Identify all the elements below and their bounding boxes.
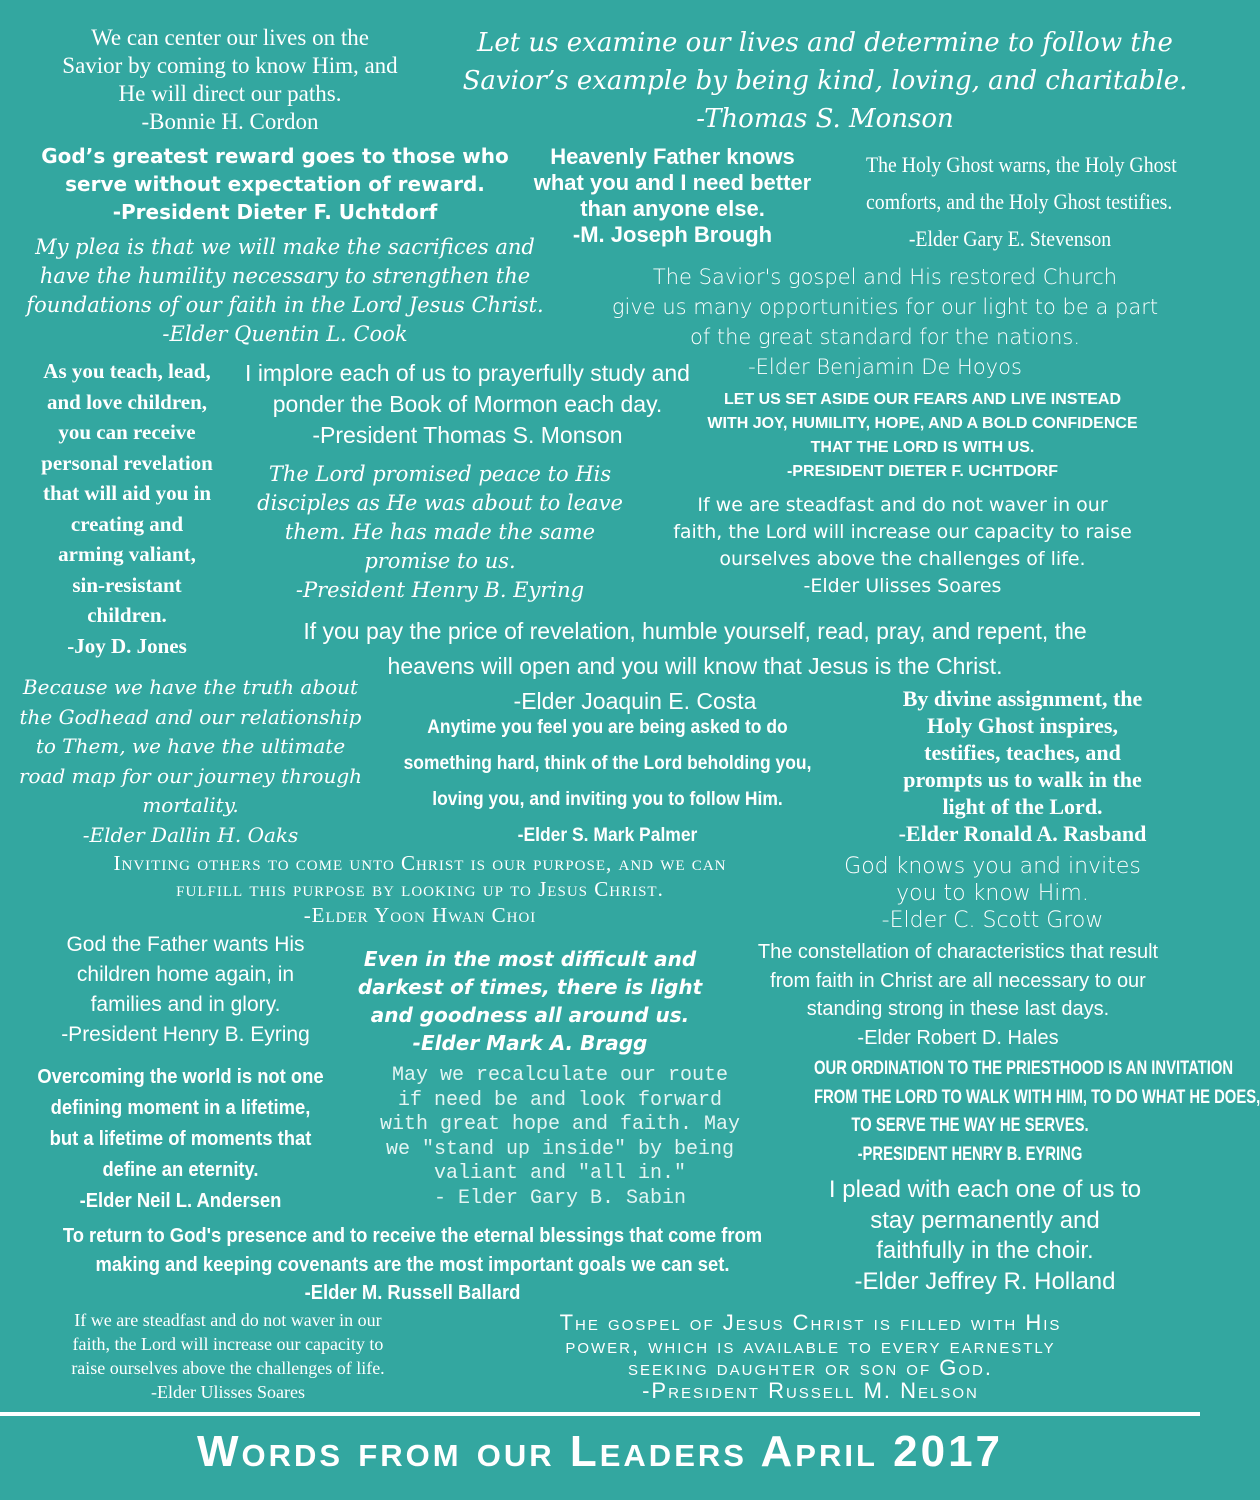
quote-line: heavens will open and you will know that Jesus is the Christ. bbox=[387, 653, 1003, 679]
footer-divider bbox=[0, 1412, 1200, 1416]
quote-line: valiant and "all in." bbox=[433, 1162, 687, 1185]
quote-line: God knows you and invites bbox=[844, 854, 1141, 879]
quote-line: mortality. bbox=[142, 793, 239, 817]
quote-line: Holy Ghost inspires, bbox=[927, 713, 1118, 738]
quote-attribution: -Elder M. Russell Ballard bbox=[304, 1282, 521, 1304]
quote-bonnie-cordon bbox=[30, 24, 430, 136]
quote-line: defining moment in a lifetime, bbox=[50, 1097, 311, 1119]
quote-line: The Savior's gospel and His restored Church bbox=[652, 265, 1118, 289]
quote-line: children home again, in bbox=[76, 963, 295, 986]
quote-line: raise ourselves above the challenges of life. bbox=[71, 1358, 385, 1378]
quote-attribution: -Elder Joaquin E. Costa bbox=[513, 688, 757, 714]
quote-line: I plead with each one of us to bbox=[828, 1176, 1142, 1203]
quote-attribution: -Elder C. Scott Grow bbox=[881, 908, 1104, 933]
quote-line: LET US SET ASIDE OUR FEARS AND LIVE INSTEAD bbox=[723, 391, 1122, 408]
quote-line: God the Father wants His bbox=[66, 933, 305, 956]
quote-line: He will direct our paths. bbox=[118, 81, 342, 106]
quote-line: Let us examine our lives and determine to follow the bbox=[477, 28, 1173, 58]
quote-uchtdorf-fears bbox=[665, 388, 1180, 484]
quote-line: Even in the most difficult and bbox=[363, 947, 697, 971]
quote-yoon-hwan-choi bbox=[20, 850, 820, 928]
quote-line: children. bbox=[87, 603, 167, 627]
quote-line: serve without expectation of reward. bbox=[65, 172, 485, 196]
quote-line: FROM THE LORD TO WALK WITH HIM, TO DO WHAT HE DOES, bbox=[814, 1086, 1260, 1108]
quote-attribution: -President Russell M. Nelson bbox=[642, 1377, 979, 1403]
quote-line: arming valiant, bbox=[58, 542, 196, 566]
quote-gary-stevenson bbox=[866, 146, 1177, 257]
quote-attribution: -Elder Ulisses Soares bbox=[803, 575, 1002, 597]
quote-line: My plea is that we will make the sacrifices and bbox=[35, 235, 535, 259]
quote-line: than anyone else. bbox=[580, 196, 765, 221]
quote-line: you can receive bbox=[58, 420, 196, 444]
quote-attribution: -Elder Gary E. Stevenson bbox=[908, 226, 1112, 251]
quote-attribution: -PRESIDENT DIETER F. UCHTDORF bbox=[786, 463, 1059, 480]
quote-line: to Them, we have the ultimate bbox=[35, 734, 346, 758]
quote-jeffrey-holland bbox=[780, 1175, 1190, 1297]
quote-line: sin-resistant bbox=[72, 572, 182, 597]
quote-attribution: -Elder S. Mark Palmer bbox=[517, 825, 698, 846]
quote-mark-bragg bbox=[350, 945, 710, 1057]
quote-line: May we recalculate our route bbox=[391, 1064, 729, 1087]
quote-line: faith, the Lord will increase our capacity to bbox=[72, 1334, 384, 1354]
quote-thomas-monson-kind bbox=[455, 24, 1195, 138]
quote-line: have the humility necessary to strengthen the bbox=[39, 264, 531, 288]
quote-line: creating and bbox=[70, 511, 184, 536]
quote-line: Overcoming the world is not one bbox=[37, 1066, 324, 1088]
quote-attribution: -Elder Quentin L. Cook bbox=[162, 322, 408, 346]
quote-line: from faith in Christ are all necessary to our bbox=[770, 969, 1146, 992]
quote-line: ponder the Book of Mormon each day. bbox=[272, 391, 663, 417]
quote-gary-sabin bbox=[355, 1064, 765, 1211]
quote-attribution: -Elder Jeffrey R. Holland bbox=[854, 1267, 1116, 1295]
quote-line: road map for our journey through bbox=[18, 763, 363, 788]
quote-ronald-rasband bbox=[865, 685, 1180, 847]
quote-line: personal revelation bbox=[41, 450, 213, 475]
quote-line: making and keeping covenants are the most important goals we can set. bbox=[95, 1253, 730, 1276]
quote-attribution: -President Henry B. Eyring bbox=[295, 578, 585, 602]
quote-line: the Godhead and our relationship bbox=[19, 704, 362, 729]
quote-quentin-cook bbox=[5, 233, 565, 349]
quote-line: The constellation of characteristics that result bbox=[757, 941, 1159, 963]
quote-line: foundations of our faith in the Lord Jesus Christ. bbox=[26, 293, 544, 317]
quote-line: OUR ORDINATION TO THE PRIESTHOOD IS AN INVITATION bbox=[814, 1058, 1234, 1079]
quote-attribution: -Elder Robert D. Hales bbox=[857, 1026, 1059, 1049]
quote-line: disciples as He was about to leave bbox=[257, 491, 623, 515]
quote-attribution: -Elder Mark A. Bragg bbox=[412, 1031, 648, 1055]
quote-line: Savior’s example by being kind, loving, and charitable. bbox=[462, 66, 1188, 96]
quote-line: with great hope and faith. May bbox=[379, 1113, 741, 1136]
quote-line: fulfill this purpose by looking up to Jesus Christ. bbox=[176, 877, 664, 901]
quote-line: loving you, and inviting you to follow Him. bbox=[432, 789, 783, 810]
quote-attribution: -President Thomas S. Monson bbox=[312, 422, 623, 448]
quote-attribution: -M. Joseph Brough bbox=[572, 222, 773, 247]
quote-line: To return to God's presence and to receive the eternal blessings that come from bbox=[62, 1225, 763, 1247]
quote-line: As you teach, lead, bbox=[43, 359, 211, 383]
quote-line: light of the Lord. bbox=[942, 794, 1103, 819]
quote-line: If you pay the price of revelation, humble yourself, read, pray, and repent, the bbox=[303, 618, 1087, 644]
quote-line: Inviting others to come unto Christ is our purpose, and we can bbox=[113, 851, 727, 875]
quote-ulisses-soares-1 bbox=[640, 492, 1165, 600]
quote-line: define an eternity. bbox=[102, 1159, 259, 1181]
quote-line: The Holy Ghost warns, the Holy Ghost bbox=[866, 152, 1177, 177]
quote-line: that will aid you in bbox=[42, 481, 212, 505]
quote-line: I implore each of us to prayerfully study and bbox=[245, 360, 690, 386]
quote-attribution: -Elder Ronald A. Rasband bbox=[898, 821, 1147, 846]
quote-attribution: - Elder Gary B. Sabin bbox=[433, 1186, 687, 1210]
quote-line: WITH JOY, HUMILITY, HOPE, AND A BOLD CONFIDENCE bbox=[707, 415, 1138, 432]
quote-line: Savior by coming to know Him, and bbox=[62, 53, 398, 78]
quote-line: Heavenly Father knows bbox=[550, 144, 795, 169]
quote-thomas-monson-book-of-mormon bbox=[240, 358, 695, 451]
quote-attribution: -Elder Ulisses Soares bbox=[151, 1382, 305, 1402]
quote-line: if need be and look forward bbox=[397, 1088, 723, 1112]
quote-henry-eyring-peace bbox=[255, 460, 625, 605]
quote-line: faithfully in the choir. bbox=[876, 1237, 1094, 1264]
quote-line: If we are steadfast and do not waver in our bbox=[74, 1310, 382, 1330]
quote-line: them. He has made the same bbox=[284, 520, 596, 544]
quote-line: and love children, bbox=[46, 389, 208, 414]
quote-line: what you and I need better bbox=[533, 170, 812, 195]
quote-russell-ballard bbox=[47, 1222, 778, 1308]
quote-line: but a lifetime of moments that bbox=[49, 1128, 312, 1150]
quote-uchtdorf-reward bbox=[25, 142, 525, 226]
quote-attribution: -Thomas S. Monson bbox=[696, 104, 954, 134]
quote-attribution: -Bonnie H. Cordon bbox=[141, 109, 319, 134]
quote-robert-hales bbox=[728, 938, 1188, 1052]
quote-line: we "stand up inside" by being bbox=[385, 1137, 735, 1161]
quote-line: you to know Him. bbox=[896, 881, 1089, 906]
quote-line: faith, the Lord will increase our capacity to raise bbox=[673, 521, 1132, 543]
quote-attribution: -Joy D. Jones bbox=[67, 633, 187, 658]
quote-joy-jones bbox=[8, 356, 246, 661]
quote-line: testifies, teaches, and bbox=[924, 740, 1121, 765]
quote-line: families and in glory. bbox=[90, 993, 281, 1016]
quote-line: Because we have the truth about bbox=[22, 675, 359, 699]
quote-attribution: -Elder Dallin H. Oaks bbox=[82, 822, 299, 847]
quote-line: promise to us. bbox=[364, 549, 516, 573]
quote-line: give us many opportunities for our light to be a part bbox=[611, 295, 1159, 319]
quote-attribution: -Elder Neil L. Andersen bbox=[79, 1190, 282, 1212]
quote-henry-eyring-priesthood bbox=[814, 1055, 1260, 1169]
quote-line: prompts us to walk in the bbox=[903, 767, 1142, 792]
quote-attribution: -President Dieter F. Uchtdorf bbox=[112, 200, 438, 224]
quote-russell-nelson bbox=[448, 1312, 1173, 1402]
quote-line: The gospel of Jesus Christ is filled with His bbox=[559, 1310, 1062, 1335]
quote-mark-palmer bbox=[394, 710, 822, 854]
quote-line: comforts, and the Holy Ghost testifies. bbox=[866, 189, 1173, 214]
quote-attribution: -Elder Benjamin De Hoyos bbox=[748, 355, 1022, 379]
quote-dallin-oaks bbox=[8, 673, 373, 850]
quote-neil-andersen bbox=[31, 1062, 330, 1217]
poster-title: Words from our Leaders April 2017 bbox=[196, 1427, 1004, 1476]
quote-line: God’s greatest reward goes to those who bbox=[41, 144, 509, 168]
quote-ulisses-soares-2 bbox=[18, 1308, 438, 1404]
quote-line: something hard, think of the Lord beholding you, bbox=[403, 753, 812, 774]
quote-line: The Lord promised peace to His bbox=[268, 462, 612, 486]
quote-line: and goodness all around us. bbox=[370, 1003, 690, 1027]
quote-attribution: -President Henry B. Eyring bbox=[61, 1023, 310, 1046]
quote-line: seeking daughter or son of God. bbox=[628, 1355, 993, 1380]
quote-attribution: -Elder Yoon Hwan Choi bbox=[303, 903, 537, 927]
quote-line: of the great standard for the nations. bbox=[689, 325, 1081, 349]
quote-line: If we are steadfast and do not waver in our bbox=[697, 494, 1108, 516]
quote-attribution: -PRESIDENT HENRY B. EYRING bbox=[857, 1143, 1083, 1165]
quote-line: TO SERVE THE WAY HE SERVES. bbox=[851, 1115, 1089, 1136]
quote-line: THAT THE LORD IS WITH US. bbox=[810, 439, 1035, 456]
quote-line: stay permanently and bbox=[870, 1206, 1100, 1234]
quote-line: By divine assignment, the bbox=[902, 686, 1143, 711]
quote-line: power, which is available to every earnestly bbox=[565, 1332, 1056, 1358]
quote-line: We can center our lives on the bbox=[91, 25, 369, 50]
quote-line: Anytime you feel you are being asked to do bbox=[427, 717, 788, 738]
quote-line: standing strong in these last days. bbox=[806, 998, 1110, 1020]
quote-line: darkest of times, there is light bbox=[357, 975, 703, 999]
quote-henry-eyring-home bbox=[28, 930, 343, 1050]
quote-scott-grow bbox=[830, 853, 1155, 934]
quote-line: ourselves above the challenges of life. bbox=[719, 548, 1086, 570]
